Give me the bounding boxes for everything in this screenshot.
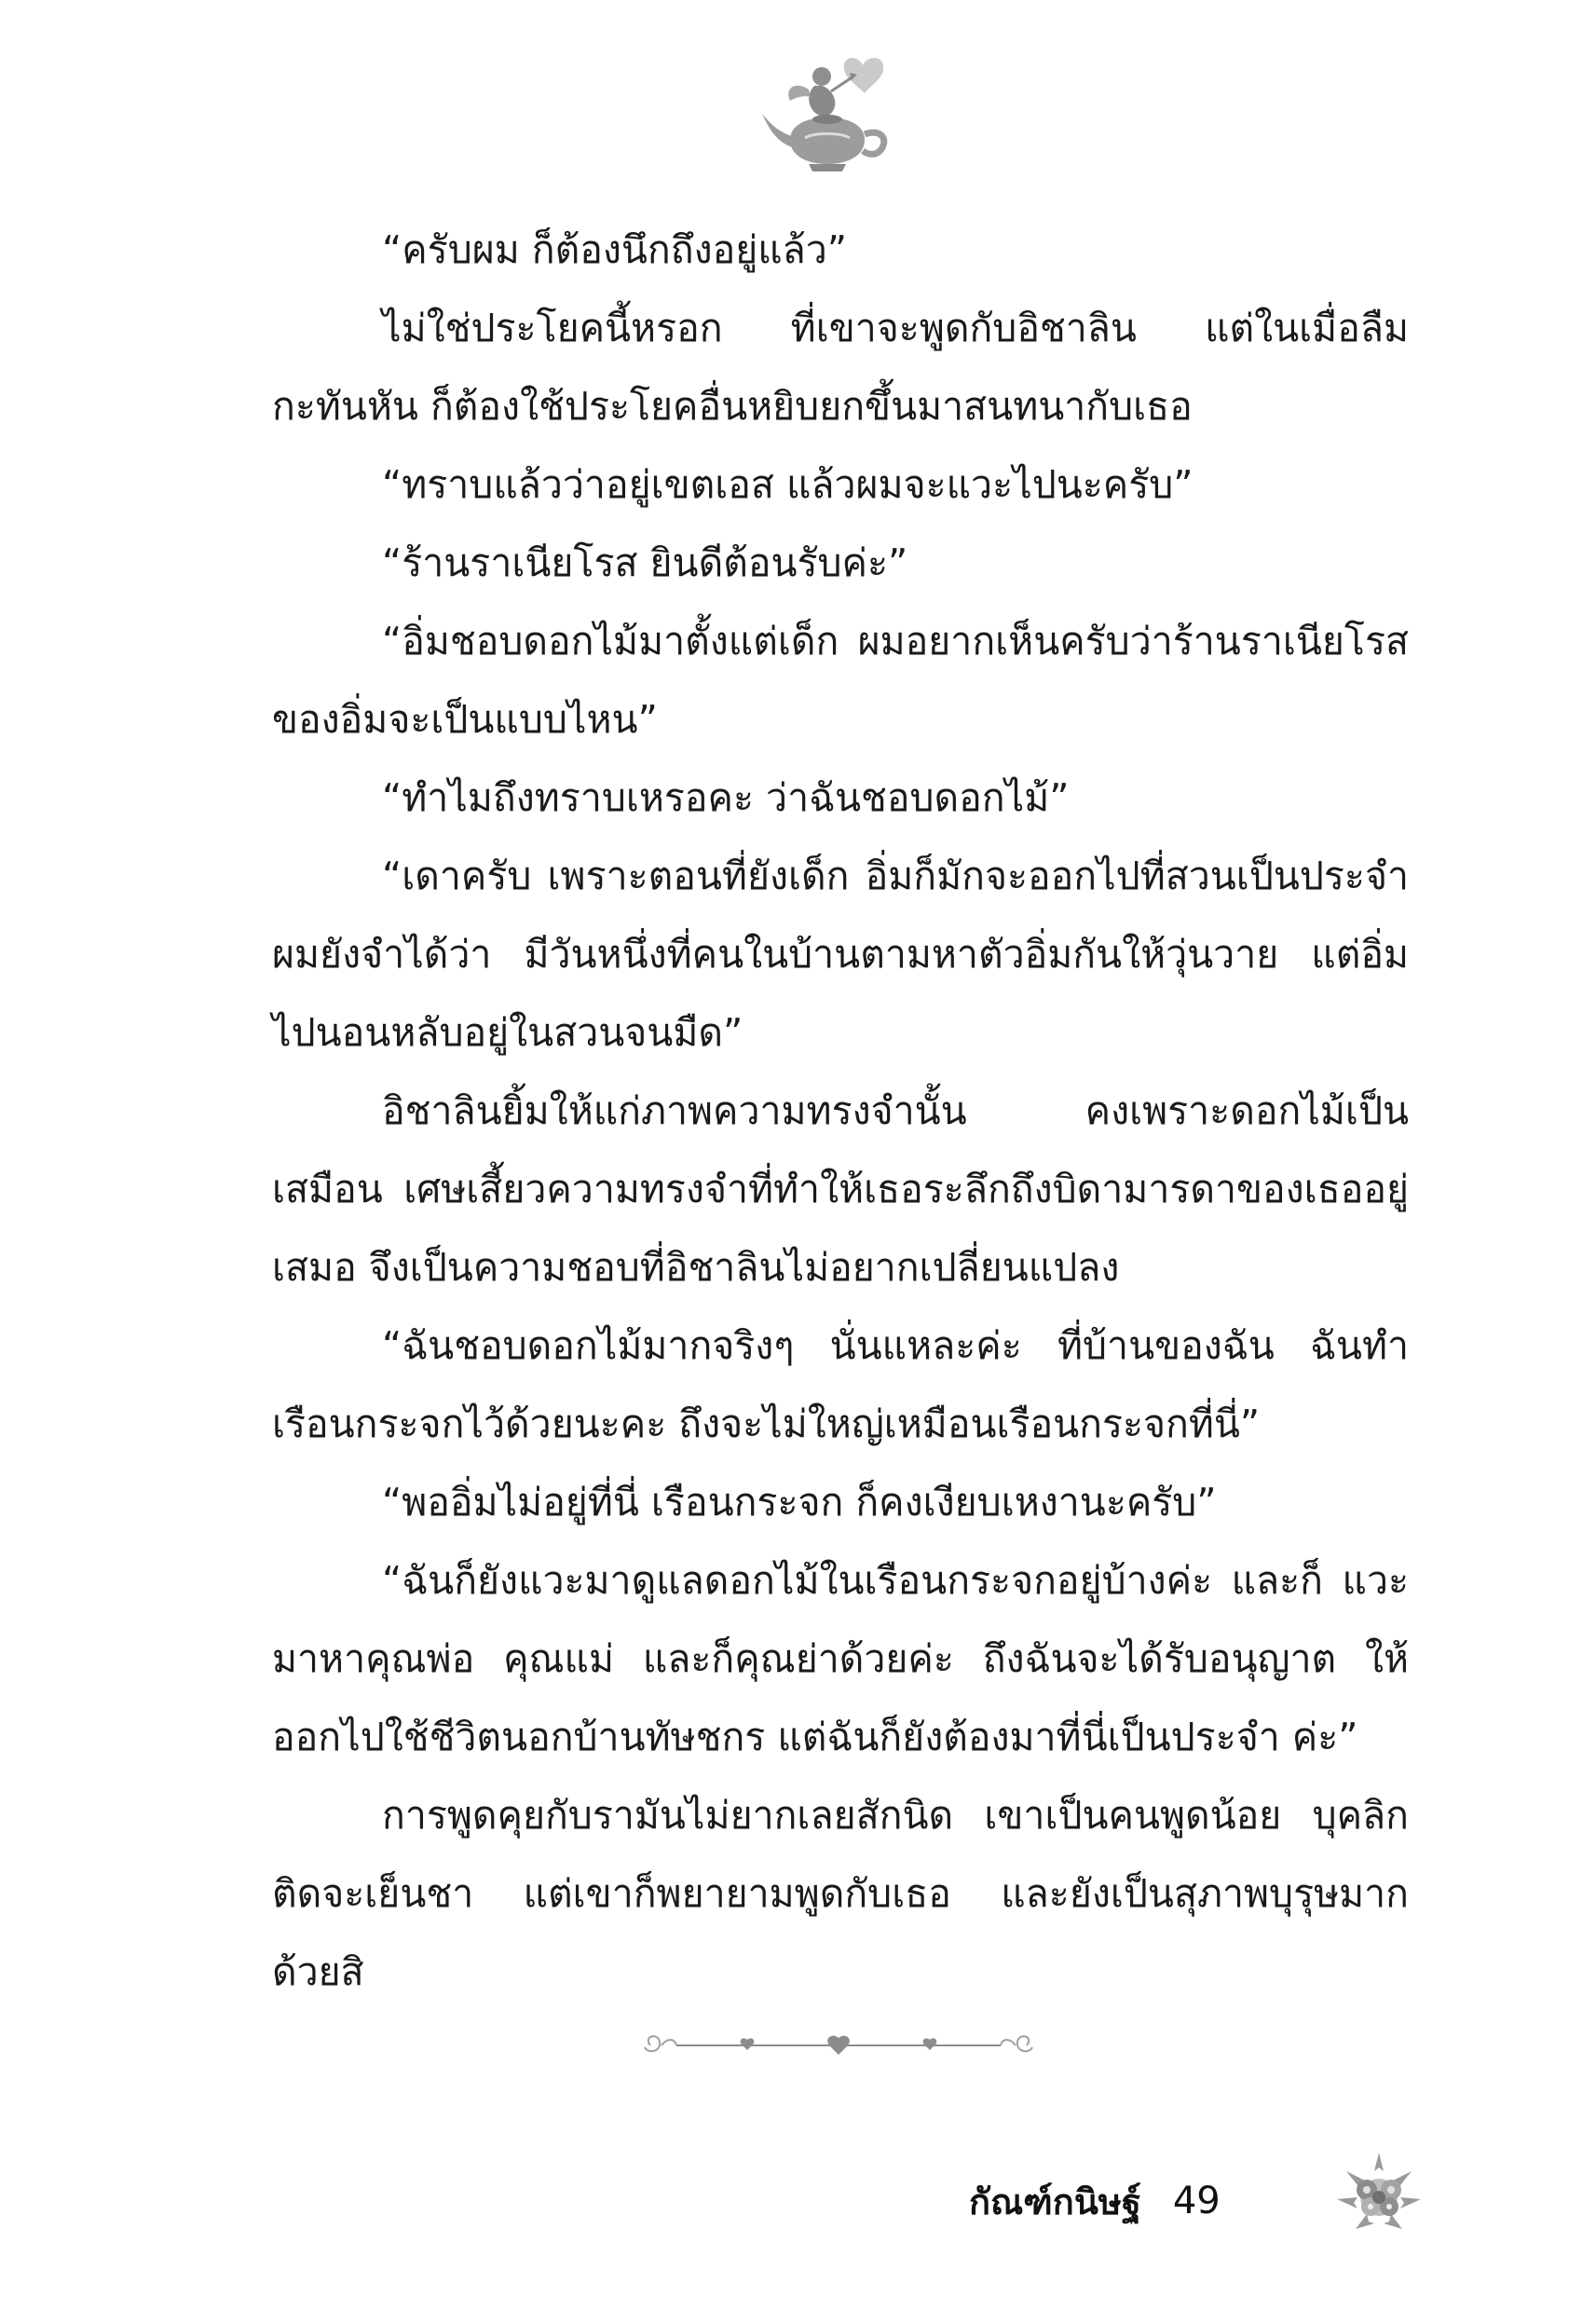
paragraph: “เดาครับ เพราะตอนที่ยังเด็ก อิ่มก็มักจะออกไปที่สวนเป็นประจำ ผมยังจำได้ว่า มีวันหนึ่งที่คนในบ้านตามหาตัวอิ่มกันให้วุ่นวาย แต่อิ่ม ไปนอนหลับอยู่ในสวนจนมืด” bbox=[272, 854, 1409, 1055]
paragraph: การพูดคุยกับรามันไม่ยากเลยสักนิด เขาเป็นคนพูดน้อย บุคลิก ติดจะเย็นชา แต่เขาก็พยายามพูดกับเธอ และยังเป็นสุภาพบุรุษมาก ด้วยสิ bbox=[272, 1793, 1409, 1994]
paragraph: “ครับผม ก็ต้องนึกถึงอยู่แล้ว” bbox=[382, 227, 848, 272]
cupid-teapot-icon bbox=[753, 48, 902, 188]
paragraph: “ทำไมถึงทราบเหรอคะ ว่าฉันชอบดอกไม้” bbox=[382, 775, 1070, 820]
paragraph: “พออิ่มไม่อยู่ที่นี่ เรือนกระจก ก็คงเงียบเหงานะครับ” bbox=[382, 1480, 1217, 1525]
heart-vine-divider-icon bbox=[634, 2027, 1044, 2064]
paragraph: “ร้านราเนียโรส ยินดีต้อนรับค่ะ” bbox=[382, 540, 908, 585]
flower-bouquet-icon bbox=[1328, 2143, 1430, 2246]
paragraph: “ฉันชอบดอกไม้มากจริงๆ นั่นแหละค่ะ ที่บ้านของฉัน ฉันทำ เรือนกระจกไว้ด้วยนะคะ ถึงจะไม่ใหญ่เหมือนเรือนกระจกที่นี่” bbox=[272, 1323, 1409, 1446]
paragraph: อิชาลินยิ้มให้แก่ภาพความทรงจำนั้น คงเพราะดอกไม้เป็นเสมือน เศษเสี้ยวความทรงจำที่ทำให้เธอระลึกถึงบิดามารดาของเธออยู่เสมอ จึงเป็นความชอบที่อิชาลินไม่อยากเปลี่ยนแปลง bbox=[272, 1088, 1409, 1290]
page-number: 49 bbox=[1172, 2180, 1221, 2222]
paragraph: “ฉันก็ยังแวะมาดูแลดอกไม้ในเรือนกระจกอยู่บ้างค่ะ และก็ แวะมาหาคุณพ่อ คุณแม่ และก็คุณย่าด้วยค่ะ ถึงฉันจะได้รับอนุญาต ให้ออกไปใช้ชีวิตนอกบ้านทัษชกร แต่ฉันก็ยังต้องมาที่นี่เป็นประจำ ค่ะ” bbox=[272, 1558, 1409, 1759]
paragraph: “ทราบแล้วว่าอยู่เขตเอส แล้วผมจะแวะไปนะครับ” bbox=[382, 462, 1194, 507]
paragraph: “อิ่มชอบดอกไม้มาตั้งแต่เด็ก ผมอยากเห็นครับว่าร้านราเนียโรส ของอิ่มจะเป็นแบบไหน” bbox=[272, 619, 1409, 742]
book-title: กัณฑ์กนิษฐ์ bbox=[969, 2181, 1141, 2222]
paragraph: ไม่ใช่ประโยคนี้หรอก ที่เขาจะพูดกับอิชาลิน แต่ในเมื่อลืมกะทันหัน ก็ต้องใช้ประโยคอื่นหยิบยกขึ้นมาสนทนากับเธอ bbox=[272, 306, 1409, 429]
story-text bbox=[272, 211, 1409, 2011]
page-footer bbox=[969, 2164, 1221, 2238]
